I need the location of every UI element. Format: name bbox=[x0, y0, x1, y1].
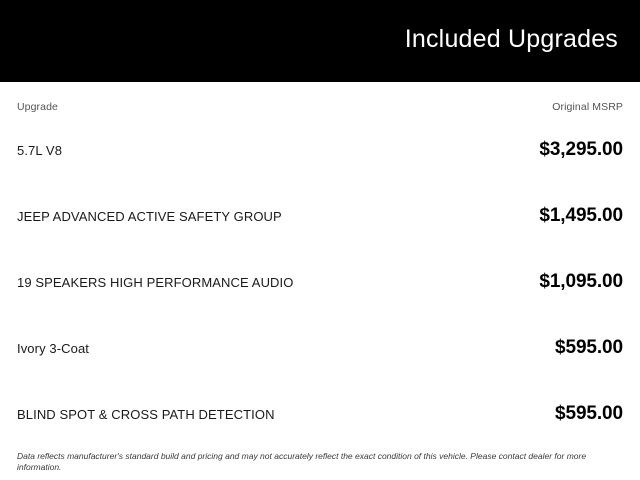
bottom-spacer bbox=[17, 473, 623, 480]
upgrade-price: $595.00 bbox=[555, 403, 623, 424]
upgrade-name: BLIND SPOT & CROSS PATH DETECTION bbox=[17, 406, 275, 422]
upgrade-name: 19 SPEAKERS HIGH PERFORMANCE AUDIO bbox=[17, 274, 294, 290]
column-header-upgrade: Upgrade bbox=[17, 101, 58, 113]
table-row bbox=[17, 183, 623, 249]
upgrade-price: $1,095.00 bbox=[539, 271, 623, 292]
upgrade-price: $595.00 bbox=[555, 337, 623, 358]
upgrades-table bbox=[17, 117, 623, 447]
upgrade-name: JEEP ADVANCED ACTIVE SAFETY GROUP bbox=[17, 208, 282, 224]
page-title: Included Upgrades bbox=[404, 24, 618, 53]
table-row bbox=[17, 117, 623, 183]
table-row bbox=[17, 315, 623, 381]
upgrade-name: 5.7L V8 bbox=[17, 142, 63, 158]
table-row bbox=[17, 381, 623, 447]
upgrade-price: $1,495.00 bbox=[539, 205, 623, 226]
upgrade-name: Ivory 3-Coat bbox=[17, 340, 90, 356]
page-header bbox=[0, 0, 640, 82]
disclaimer-text: Data reflects manufacturer's standard build and pricing and may not accurately reflect the exact condition of this vehicle. Please contact dealer for more information. bbox=[17, 451, 587, 473]
column-header-msrp: Original MSRP bbox=[552, 101, 623, 113]
table-column-headers bbox=[17, 101, 623, 113]
upgrade-price: $3,295.00 bbox=[539, 139, 623, 160]
upgrades-content bbox=[0, 82, 640, 480]
table-row bbox=[17, 249, 623, 315]
